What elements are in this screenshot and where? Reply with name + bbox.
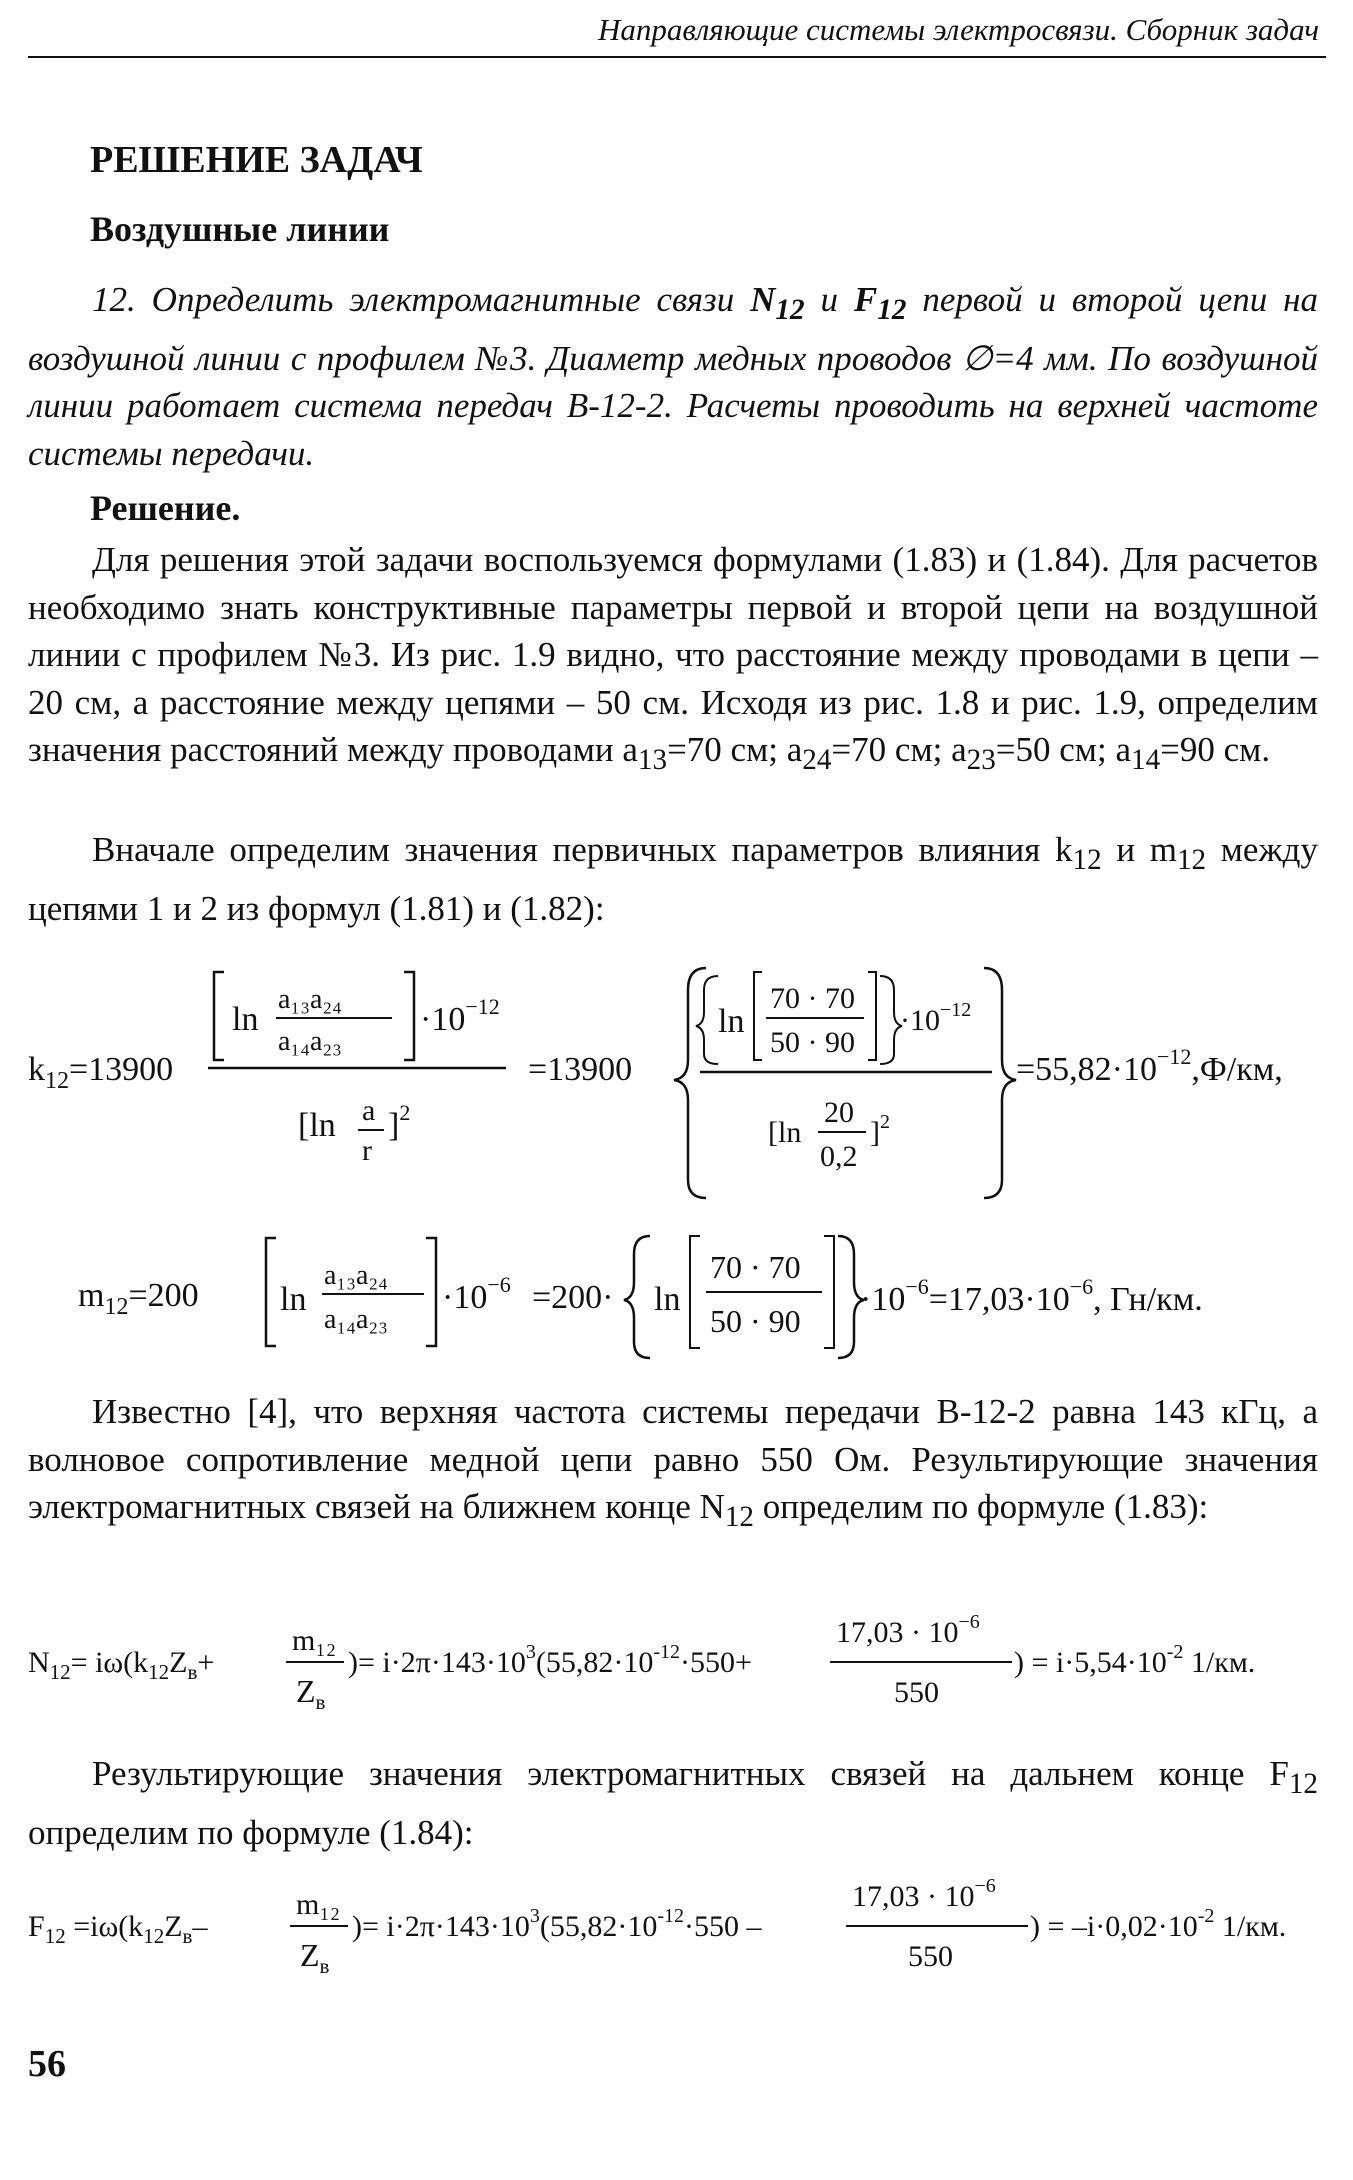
m12-pow: $\cdot 10^{-6}$ — [442, 1272, 511, 1316]
svg-text:20: 20 — [824, 1096, 854, 1129]
n12-result: ) = $i\cdot 5,54\cdot 10^{-2}$ 1/км. — [1014, 1641, 1256, 1679]
problem-text-2: первой и второй цепи на воздушной линии с профилем №3. Диаметр медных проводов ∅=4 мм. По воздушной линии работает система передач В-12-2. Расчеты проводить на верхней частоте системы передачи. — [28, 280, 1319, 473]
svg-text:Zв: $Z_в$ — [296, 1673, 326, 1714]
formula-m12-svg — [28, 1228, 1328, 1368]
header-rule — [28, 56, 1326, 58]
svg-text:[ln: [ln — [768, 1116, 802, 1149]
svg-text:ln: ln — [280, 1281, 307, 1318]
svg-text:a₁₄a₂₃: a₁₄a₂₃ — [324, 1304, 388, 1335]
svg-text:Zв: $Z_в$ — [300, 1937, 330, 1978]
svg-text:17,03 · 10−6: $17,03 \cdot 10^{-6}$ — [836, 1611, 980, 1649]
svg-text:]2: ]$^2$ — [870, 1111, 890, 1149]
solution-label: Решение. — [90, 488, 241, 528]
k12-frac-top: a₁₃a₂₄ — [278, 984, 342, 1015]
svg-text:550: 550 — [908, 1940, 953, 1973]
svg-text:a₁₃a₂₄: a₁₃a₂₄ — [324, 1260, 388, 1291]
svg-text:0,2: 0,2 — [820, 1140, 858, 1173]
n12-expr: $N_{12}= i\omega(k_{12}Z_в+$ — [28, 1646, 215, 1684]
m12-lhs: $m_{12}=200$ — [78, 1277, 199, 1320]
svg-text:r: r — [362, 1134, 372, 1167]
formula-k12-svg — [28, 950, 1328, 1210]
n12-expr-2: )= $i\cdot 2\pi\cdot 143\cdot 10^3(55,82\cdot 10^{-12}\cdot 550+$ — [348, 1641, 752, 1679]
f12-expr: $F_{12} =i\omega(k_{12}Z_в-$ — [28, 1910, 208, 1948]
paragraph-3: Известно [4], что верхняя частота системы передачи В-12-2 равна 143 кГц, а волновое сопротивление медной цепи равно 550 Ом. Результирующие значения электромагнитных связей на ближнем конце $N_{12}$ определим по формуле (1.83): — [28, 1392, 1318, 1533]
k12-lhs: $k_{12}=13900$ — [28, 1051, 174, 1094]
k12-den: [ln — [298, 1107, 336, 1144]
svg-text:17,03 · 10−6: $17,03 \cdot 10^{-6}$ — [852, 1875, 996, 1913]
m12-result: $\cdot 10^{-6}=17,03\cdot 10^{-6}$, Гн/км. — [860, 1274, 1203, 1318]
paragraph-4: Результирующие значения электромагнитных связей на дальнем конце $F_{12}$ определим по формуле (1.84): — [28, 1754, 1318, 1852]
paragraph-1: Для решения этой задачи воспользуемся формулами (1.83) и (1.84). Для расчетов необходимо знать конструктивные параметры первой и второй цепи на воздушной линии с профилем №3. Из рис. 1.9 видно, что расстояние между проводами в цепи – 20 см, а расстояние между цепями – 50 см. Исходя из рис. 1.8 и рис. 1.9, определим значения расстояний между проводами $a_{13}=70$ см; $a_{24}=70$ см; $a_{23}=50$ см; $a_{14}=90$ см. — [28, 540, 1318, 776]
formula-f12 — [28, 1862, 1328, 1992]
svg-text:m₁₂: m₁₂ — [292, 1624, 337, 1657]
paragraph-2: Вначале определим значения первичных параметров влияния $k_{12}$ и $m_{12}$ между цепями 1 и 2 из формул (1.81) и (1.82): — [28, 830, 1318, 928]
formula-n12-svg — [28, 1598, 1328, 1728]
subsection-title: Воздушные линии — [90, 209, 390, 249]
svg-text:a: a — [362, 1094, 376, 1127]
svg-text:ln: ln — [654, 1281, 681, 1318]
k12-coef2: =13900 — [528, 1051, 633, 1088]
page-number: 56 — [28, 2043, 66, 2085]
k12-result: $=55,82\cdot 10^{-12},Ф/км$, — [1016, 1044, 1283, 1088]
svg-text:50 · 90: 50 · 90 — [710, 1303, 801, 1339]
k12-num2-bot: 50 · 90 — [770, 1026, 855, 1059]
k12-ln: ln — [232, 1001, 259, 1038]
k12-pow: $\cdot 10^{-12}$ — [420, 994, 500, 1038]
f12-symbol: $F_{12}$ — [853, 280, 907, 326]
problem-text-1: Определить электромагнитные связи — [151, 280, 751, 319]
problem-and: и — [804, 280, 854, 319]
problem-statement — [28, 276, 1318, 477]
running-head: Направляющие системы электросвязи. Сборник задач — [597, 12, 1319, 47]
k12-num2-top: 70 · 70 — [770, 982, 855, 1015]
f12-result: ) = $-i\cdot 0,02\cdot 10^{-2}$ 1/км. — [1030, 1905, 1287, 1943]
k12-frac-bot: a₁₄a₂₃ — [278, 1026, 342, 1057]
k12-pow2: $\cdot 10^{-12}$ — [900, 999, 972, 1037]
section-title: РЕШЕНИЕ ЗАДАЧ — [90, 139, 423, 181]
svg-text:=200·: =200· — [532, 1279, 614, 1316]
svg-text:m₁₂: m₁₂ — [296, 1888, 341, 1921]
formula-n12 — [28, 1598, 1328, 1728]
svg-text:550: 550 — [894, 1676, 939, 1709]
formula-k12 — [28, 950, 1328, 1210]
svg-text:]2: ]$^2$ — [388, 1100, 411, 1144]
svg-text:ln: ln — [718, 1003, 745, 1040]
svg-text:70 · 70: 70 · 70 — [710, 1249, 801, 1285]
problem-number: 12. — [92, 280, 136, 319]
f12-expr-2: )= $i\cdot 2\pi\cdot 143\cdot 10^3(55,82\cdot 10^{-12}\cdot 550$ – — [352, 1905, 762, 1943]
formula-f12-svg — [28, 1862, 1328, 1992]
n12-symbol: $N_{12}$ — [750, 280, 805, 326]
formula-m12 — [28, 1228, 1328, 1368]
